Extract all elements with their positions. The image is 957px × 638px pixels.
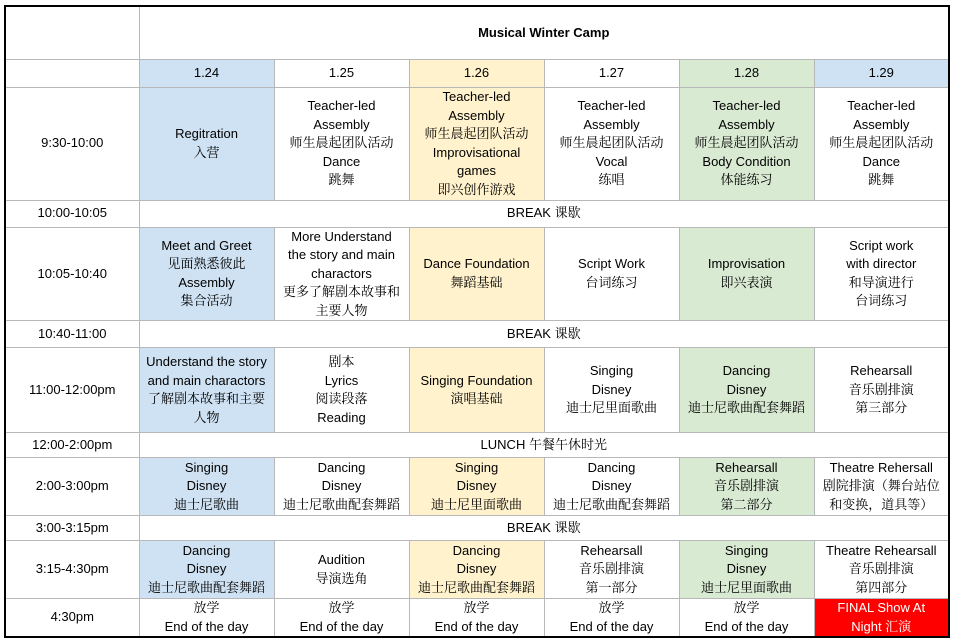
schedule-row [5,541,949,599]
activity-line: 迪士尼歌曲 [173,496,239,512]
activity-line: 音乐剧排演 [713,478,779,494]
activity-cell[interactable] [409,458,544,516]
activity-line: 主要人物 [315,302,368,318]
activity-line: 阅读段落 [315,391,368,406]
activity-line: FINAL Show At [837,600,926,615]
activity-line: 台词练习 [855,293,908,309]
activity-line: 音乐剧排演 [578,561,644,577]
activity-cell[interactable] [139,348,274,433]
activity-line: 剧院排演（舞台站位 [822,478,940,494]
activity-cell[interactable] [274,87,409,200]
activity-cell[interactable] [409,348,544,433]
activity-line: Singing [724,542,769,558]
schedule-row [5,599,949,638]
activity-line: Rehearsall [715,459,778,475]
activity-line: 见面熟悉彼此 [167,256,246,272]
activity-cell[interactable] [814,227,949,321]
activity-line: 放学 [598,600,625,615]
activity-line: Theatre Rehearsall [825,542,937,558]
time-slot-cell[interactable]: 12:00-2:00pm [5,433,139,458]
activity-line: Audition [318,552,365,567]
break-cell[interactable]: LUNCH 午餐午休时光 [139,433,949,458]
activity-line: Assembly [448,107,505,123]
activity-cell[interactable] [409,87,544,200]
activity-line: 音乐剧排演 [848,561,914,577]
time-slot-cell[interactable]: 3:00-3:15pm [5,516,139,541]
activity-cell[interactable] [814,541,949,599]
time-slot-cell[interactable]: 11:00-12:00pm [5,348,139,433]
activity-cell[interactable] [544,348,679,433]
date-header-1.25[interactable]: 1.25 [274,59,409,87]
activity-line: Dance [862,153,901,169]
activity-cell[interactable] [679,458,814,516]
activity-line: the story and main [288,247,395,262]
activity-line: Disney [456,561,497,577]
activity-line: End of the day [164,618,249,634]
activity-line: More Understand [291,228,392,244]
schedule-row [5,227,949,321]
time-slot-cell[interactable]: 10:00-10:05 [5,200,139,227]
activity-cell[interactable] [679,348,814,433]
time-slot-cell[interactable]: 9:30-10:00 [5,87,139,200]
schedule-row [5,200,949,227]
activity-line: 人物 [193,409,220,425]
activity-line: 跳舞 [868,172,895,188]
schedule-table [4,5,950,638]
activity-line: 师生晨起团队活动 [694,135,799,151]
activity-cell[interactable] [679,227,814,321]
activity-cell[interactable] [409,227,544,321]
date-header-1.27[interactable]: 1.27 [544,59,679,87]
activity-line: Disney [726,561,767,577]
activity-cell[interactable] [814,87,949,200]
date-corner-cell[interactable] [5,59,139,87]
activity-line: Disney [456,478,497,494]
activity-line: End of the day [299,618,384,634]
activity-line: End of the day [434,618,519,634]
activity-cell[interactable] [814,458,949,516]
activity-line: 师生晨起团队活动 [829,135,934,151]
activity-line: Assembly [853,116,910,132]
activity-line: Dancing [452,542,501,558]
activity-line: End of the day [569,618,654,634]
activity-line: Dancing [317,459,366,475]
activity-cell[interactable] [679,541,814,599]
activity-cell[interactable] [544,227,679,321]
schedule-row [5,433,949,458]
activity-cell[interactable] [139,227,274,321]
break-cell[interactable]: BREAK 课歇 [139,200,949,227]
activity-line: 集合活动 [180,293,233,309]
activity-line: Assembly [718,116,775,132]
activity-line: Vocal [595,153,628,169]
schedule-row [5,516,949,541]
time-slot-cell[interactable]: 10:05-10:40 [5,227,139,321]
schedule-row [5,321,949,348]
activity-line: Script Work [578,256,645,272]
activity-line: Singing [454,459,499,475]
activity-cell[interactable] [139,541,274,599]
activity-line: Body Condition [702,153,791,169]
activity-line: Assembly [178,274,235,290]
activity-cell[interactable] [274,599,409,638]
activity-cell[interactable] [409,599,544,638]
date-header-1.29[interactable]: 1.29 [814,59,949,87]
activity-line: 放学 [733,600,760,615]
activity-cell[interactable] [274,458,409,516]
time-slot-cell[interactable]: 2:00-3:00pm [5,458,139,516]
schedule-title[interactable]: Musical Winter Camp [139,6,949,59]
activity-line: 第四部分 [855,579,908,595]
activity-line: 迪士尼歌曲配套舞蹈 [282,496,400,512]
activity-line: Theatre Rehersall [829,459,933,475]
activity-line: Rehearsall [580,542,643,558]
schedule-row [5,87,949,200]
activity-line: 了解剧本故事和主要 [147,391,265,406]
activity-line: Singing Foundation [420,372,533,388]
activity-cell[interactable] [679,599,814,638]
activity-line: Improvisation [707,256,786,272]
activity-line: 和导演进行 [848,274,914,290]
activity-line: Reading [317,409,366,425]
activity-line: Regitration [175,126,238,141]
activity-line: Dance [322,153,361,169]
activity-line: 练唱 [598,172,625,188]
activity-line: 迪士尼歌曲配套舞蹈 [417,579,535,595]
activity-line: with director [846,256,917,272]
activity-line: Disney [186,478,227,494]
activity-line: Disney [726,381,767,397]
break-cell[interactable]: BREAK 课歇 [139,516,949,541]
activity-line: Meet and Greet [161,237,252,253]
activity-line: 即兴创作游戏 [437,181,516,197]
activity-cell[interactable] [139,599,274,638]
time-slot-cell[interactable]: 10:40-11:00 [5,321,139,348]
activity-line: End of the day [704,618,789,634]
date-header-1.28[interactable]: 1.28 [679,59,814,87]
activity-line: 舞蹈基础 [450,274,503,290]
activity-line: Lyrics [324,372,359,388]
activity-line: 音乐剧排演 [848,381,914,397]
activity-line: charactors [311,265,372,281]
activity-line: 即兴表演 [720,274,773,290]
activity-line: 台词练习 [585,274,638,290]
activity-cell[interactable] [274,227,409,321]
activity-line: Teacher-led [577,98,646,114]
activity-line: Dancing [182,542,231,558]
activity-cell[interactable] [544,87,679,200]
activity-line: Understand the story [146,354,267,369]
activity-cell[interactable] [139,458,274,516]
activity-cell[interactable] [409,541,544,599]
activity-cell[interactable] [544,599,679,638]
activity-line: Teacher-led [442,89,511,104]
schedule-row [5,348,949,433]
activity-line: 和变换，道具等） [829,496,934,512]
activity-line: 体能练习 [720,172,773,188]
activity-cell[interactable] [814,348,949,433]
activity-cell[interactable] [679,87,814,200]
activity-line: 第一部分 [585,579,638,595]
corner-cell[interactable] [5,6,139,59]
activity-line: Dancing [722,363,771,379]
activity-line: 更多了解剧本故事和 [282,284,400,299]
activity-line: Teacher-led [712,98,781,114]
activity-line: Night 汇演 [851,618,912,634]
activity-line: 迪士尼里面歌曲 [430,496,522,512]
activity-line: Dance Foundation [423,256,530,272]
activity-line: Dancing [587,459,636,475]
break-cell[interactable]: BREAK 课歇 [139,321,949,348]
activity-line: Improvisational [432,144,521,160]
activity-line: 师生晨起团队活动 [289,135,394,151]
activity-cell[interactable] [274,541,409,599]
activity-line: Singing [589,363,634,379]
activity-line: and main charactors [147,372,266,388]
activity-line: 迪士尼里面歌曲 [565,400,657,416]
activity-line: Rehearsall [850,363,913,379]
activity-line: 师生晨起团队活动 [424,126,529,141]
activity-line: Teacher-led [847,98,916,114]
time-slot-cell[interactable]: 3:15-4:30pm [5,541,139,599]
activity-line: 师生晨起团队活动 [559,135,664,151]
activity-line: 迪士尼歌曲配套舞蹈 [147,579,265,595]
date-header-1.26[interactable]: 1.26 [409,59,544,87]
activity-line: Disney [186,561,227,577]
activity-line: 放学 [328,600,355,615]
activity-cell[interactable] [139,87,274,200]
activity-line: Singing [184,459,229,475]
activity-line: Assembly [313,116,370,132]
activity-line: 迪士尼歌曲配套舞蹈 [552,496,670,512]
activity-line: Script work [849,237,914,253]
activity-line: 放学 [193,600,220,615]
activity-line: 导演选角 [315,570,368,586]
activity-line: Teacher-led [307,98,376,114]
activity-cell[interactable] [274,348,409,433]
activity-cell[interactable] [814,599,949,638]
activity-line: Assembly [583,116,640,132]
activity-line: 放学 [463,600,490,615]
activity-line: 第三部分 [855,400,908,416]
activity-line: games [456,163,497,178]
activity-line: Disney [321,478,362,494]
activity-line: 迪士尼里面歌曲 [700,579,792,595]
schedule-row [5,458,949,516]
activity-cell[interactable] [544,541,679,599]
activity-line: Disney [591,478,632,494]
activity-line: 第二部分 [720,496,773,512]
date-header-1.24[interactable]: 1.24 [139,59,274,87]
activity-cell[interactable] [544,458,679,516]
activity-line: 迪士尼歌曲配套舞蹈 [687,400,805,416]
activity-line: 入营 [193,144,220,160]
activity-line: 跳舞 [328,172,355,188]
time-slot-cell[interactable]: 4:30pm [5,599,139,638]
activity-line: Disney [591,381,632,397]
activity-line: 剧本 [328,354,355,369]
activity-line: 演唱基础 [450,391,503,406]
